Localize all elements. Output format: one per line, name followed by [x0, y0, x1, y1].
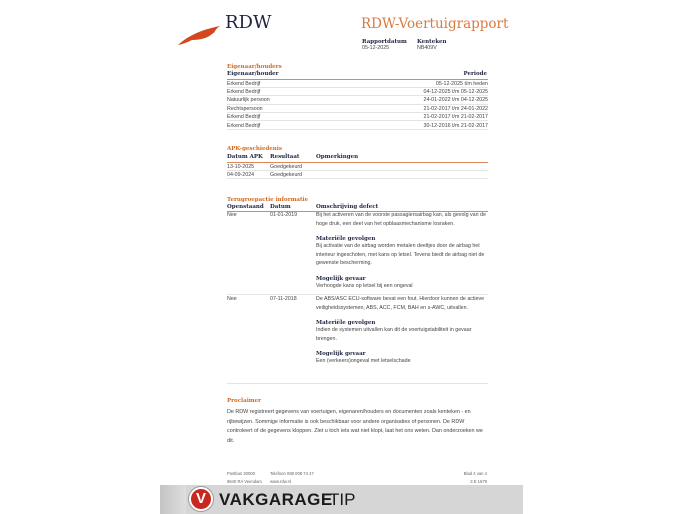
owner-type: Rechtspersoon — [227, 105, 263, 112]
danger-text: Verhoogde kans op letsel bij een ongeval — [316, 282, 413, 289]
owner-type: Erkend Bedrijf — [227, 114, 261, 121]
footer-code: 3 E 1679 — [470, 479, 487, 484]
footer-phone: Telefoon 088 008 74 47 — [270, 471, 314, 476]
apk-date-col-header: Datum APK — [227, 154, 263, 160]
apk-date: 04-09-2024 — [227, 172, 255, 179]
rdw-logo-text: RDW — [225, 12, 272, 33]
apk-result: Goedgekeurd — [270, 163, 303, 170]
owner-row — [227, 96, 488, 104]
owner-type: Erkend Bedrijf — [227, 122, 261, 129]
owner-period: 21-02-2017 t/m 21-02-2017 — [423, 114, 488, 121]
recall-date: 07-11-2018 — [270, 296, 297, 302]
rdw-feather-logo-icon — [178, 24, 222, 46]
owner-type: Erkend Bedrijf — [227, 80, 261, 87]
vakgarage-logo-icon: V — [189, 487, 213, 511]
recall-description: Bij het activeren van de voorste passagiersairbag kan, als gevolg van de hoge druk, een deel van het opblaasmechanisme losraken. — [316, 212, 486, 227]
period-col-header: Periode — [463, 71, 487, 77]
owner-row — [227, 88, 488, 96]
consequences-text: Indien de systemen uitvallen kan dit de voertuigstabiliteit in gevaar brengen. — [316, 327, 472, 342]
vakgarage-banner — [160, 485, 523, 514]
recall-open: Nee — [227, 212, 237, 218]
apk-remarks-col-header: Opmerkingen — [316, 154, 359, 160]
apk-result-col-header: Resultaat — [270, 154, 300, 160]
recall-row — [227, 211, 488, 295]
recall-section-title: Terugroepactie informatie — [227, 197, 309, 203]
owner-period: 24-01-2022 t/m 04-12-2025 — [423, 97, 488, 104]
footer-city: 9640 RA Veendam — [227, 479, 262, 484]
danger-text: Een (verkeers)ongeval met letselschade — [316, 358, 411, 365]
footer-page: Blad 4 van 4 — [463, 471, 487, 476]
recall-open: Nee — [227, 296, 237, 302]
owners-section-title: Eigenaar/houders — [227, 64, 282, 70]
recall-date-col-header: Datum — [270, 204, 291, 210]
recall-date: 01-01-2019 — [270, 212, 298, 218]
footer-postbus: Postbus 30000 — [227, 471, 255, 476]
owner-period: 21-02-2017 t/m 24-01-2022 — [423, 105, 488, 112]
consequences-text: Bij activatie van de airbag worden metalen deeltjes door de airbag het interieur ingeschoten, met kans op letsel. Tevens biedt de airbag niet de gewenste bescherming. — [316, 243, 485, 267]
owner-type: Erkend Bedrijf — [227, 88, 261, 95]
owner-row — [227, 113, 488, 121]
footer-website[interactable]: www.rdw.nl — [270, 479, 291, 484]
recall-description: De ABS/ASC ECU-software bevat een fout. Hierdoor kunnen de actieve veiligheidssystemen, ABS, ACC, FCM, BAH en s-AWC, uitvallen. — [316, 296, 485, 311]
disclaimer-text: De RDW registreert gegevens van voertuigen, eigenaren/houders en documenten zoals kenteken - en rijbewijzen. Sommige informatie is ook beschikbaar voor andere organisaties of personen. De RDW controleert of de gegevens kloppen. Ziet u toch iets wat niet klopt, laat het ons weten. Dan onderzoeken we dit. — [227, 409, 483, 444]
consequences-label: Materiële gevolgen — [316, 236, 376, 243]
banner-pattern — [160, 485, 186, 514]
owner-row — [227, 80, 488, 88]
owner-row — [227, 105, 488, 113]
apk-result: Goedgekeurd — [270, 172, 303, 179]
owner-period: 04-12-2025 t/m 05-12-2025 — [423, 88, 488, 95]
report-date-label: Rapportdatum — [362, 39, 407, 45]
owner-type: Natuurlijk persoon — [227, 97, 270, 104]
owner-period: 05-12-2025 t/m heden — [435, 80, 488, 87]
owner-row — [227, 122, 488, 130]
owner-col-header: Eigenaar/houder — [227, 71, 279, 77]
plate-number: NB409V — [417, 45, 437, 51]
recall-desc-col-header: Omschrijving defect — [316, 204, 379, 210]
report-date: 05-12-2025 — [362, 45, 390, 51]
consequences-label: Materiële gevolgen — [316, 320, 376, 327]
owner-period: 30-12-2016 t/m 21-02-2017 — [423, 122, 488, 129]
danger-label: Mogelijk gevaar — [316, 275, 366, 282]
apk-row — [227, 163, 488, 171]
banner-brand: VAKGARAGE — [219, 490, 333, 509]
apk-section-title: APK-geschiedenis — [227, 146, 282, 152]
banner-suffix: TIP — [329, 490, 356, 509]
apk-row — [227, 171, 488, 179]
danger-label: Mogelijk gevaar — [316, 351, 366, 358]
recall-open-col-header: Openstaand — [227, 204, 264, 210]
recall-row — [227, 295, 488, 384]
disclaimer-title: Proclaimer — [227, 398, 262, 404]
plate-label: Kenteken — [417, 39, 447, 45]
apk-date: 13-10-2025 — [227, 163, 255, 170]
page-title: RDW-Voertuigrapport — [361, 16, 509, 32]
